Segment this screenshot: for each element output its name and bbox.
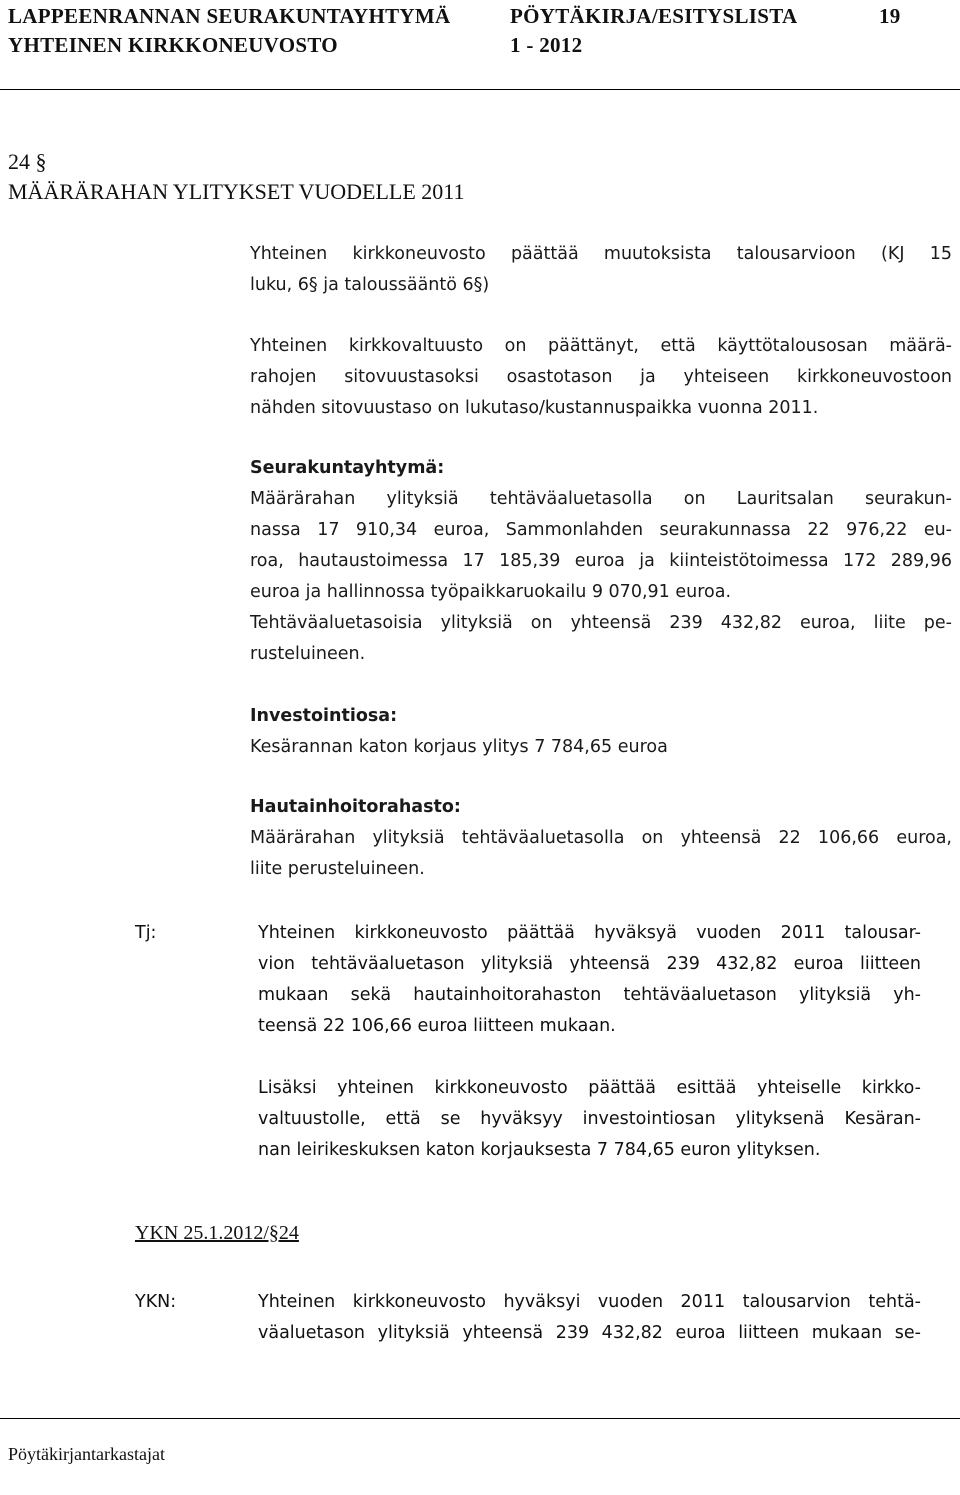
resolution-line: Yhteinen kirkkoneuvosto hyväksyi vuoden 2011 talousarvion tehtä-: [258, 1292, 921, 1312]
page-number: 19: [879, 4, 901, 28]
context-paragraph: [250, 331, 952, 424]
seurakuntayhtyma-heading: Seurakuntayhtymä:: [250, 458, 445, 478]
proposal-line: mukaan sekä hautainhoitorahaston tehtäväaluetason ylityksiä yh-: [258, 985, 921, 1005]
context-line: nähden sitovuustaso on lukutaso/kustannuspaikka vuonna 2011.: [250, 398, 819, 418]
footer-label: Pöytäkirjantarkastajat: [8, 1444, 165, 1464]
header-divider: [0, 89, 960, 90]
seurakuntayhtyma-line: Määrärahan ylityksiä tehtäväaluetasolla on Lauritsalan seurakun-: [250, 489, 952, 509]
seurakuntayhtyma-line: nassa 17 910,34 euroa, Sammonlahden seurakunnassa 22 976,22 eu-: [250, 520, 952, 540]
organization-name: LAPPEENRANNAN SEURAKUNTAYHTYMÄ: [8, 4, 451, 28]
seurakuntayhtyma-line: Tehtäväaluetasoisia ylityksiä on yhteensä 239 432,82 euroa, liite pe-: [250, 613, 952, 633]
section-number: 24 §: [8, 149, 47, 174]
proposal-line: vion tehtäväaluetason ylityksiä yhteensä 239 432,82 euroa liitteen: [258, 954, 921, 974]
hautainhoitorahasto-line: liite perusteluineen.: [250, 859, 425, 879]
meeting-body: YHTEINEN KIRKKONEUVOSTO: [8, 33, 338, 57]
seurakuntayhtyma-line: roa, hautaustoimessa 17 185,39 euroa ja kiinteistötoimessa 172 289,96: [250, 551, 952, 571]
proposal-line: Lisäksi yhteinen kirkkoneuvosto päättää esittää yhteiselle kirkko-: [258, 1078, 921, 1098]
seurakuntayhtyma-line: rusteluineen.: [250, 644, 366, 664]
context-line: Yhteinen kirkkovaltuusto on päättänyt, että käyttötalousosan määrä-: [250, 336, 952, 356]
intro-line: Yhteinen kirkkoneuvosto päättää muutoksista talousarvioon (KJ 15: [250, 244, 952, 264]
intro-line: luku, 6§ ja taloussääntö 6§): [250, 275, 490, 295]
section-title: MÄÄRÄRAHAN YLITYKSET VUODELLE 2011: [8, 179, 465, 204]
meeting-number: 1 - 2012: [510, 33, 583, 57]
investointiosa-line: Kesärannan katon korjaus ylitys 7 784,65 euroa: [250, 737, 668, 757]
meeting-reference: YKN 25.1.2012/§24: [135, 1222, 299, 1244]
resolution-label: YKN:: [135, 1292, 177, 1312]
proposal-line: Yhteinen kirkkoneuvosto päättää hyväksyä vuoden 2011 talousar-: [258, 923, 921, 943]
proposal-line: nan leirikeskuksen katon korjauksesta 7 784,65 euron ylityksen.: [258, 1140, 821, 1160]
document-type: PÖYTÄKIRJA/ESITYSLISTA: [510, 4, 798, 28]
seurakuntayhtyma-line: euroa ja hallinnossa työpaikkaruokailu 9 070,91 euroa.: [250, 582, 732, 602]
proposal-label: Tj:: [135, 923, 157, 943]
footer-divider: [0, 1418, 960, 1419]
resolution-paragraph: [258, 1287, 921, 1349]
context-line: rahojen sitovuustasoksi osastotason ja yhteiseen kirkkoneuvostoon: [250, 367, 952, 387]
proposal-paragraph-2: [258, 1073, 921, 1166]
hautainhoitorahasto-heading: Hautainhoitorahasto:: [250, 797, 461, 817]
investointiosa-block: [250, 701, 952, 763]
hautainhoitorahasto-block: [250, 792, 952, 885]
proposal-line: teensä 22 106,66 euroa liitteen mukaan.: [258, 1016, 616, 1036]
proposal-paragraph-1: [258, 918, 921, 1042]
resolution-line: väaluetason ylityksiä yhteensä 239 432,82 euroa liitteen mukaan se-: [258, 1323, 921, 1343]
proposal-line: valtuustolle, että se hyväksyy investointiosan ylityksenä Kesäran-: [258, 1109, 921, 1129]
hautainhoitorahasto-line: Määrärahan ylityksiä tehtäväaluetasolla on yhteensä 22 106,66 euroa,: [250, 828, 952, 848]
investointiosa-heading: Investointiosa:: [250, 706, 398, 726]
intro-paragraph: [250, 239, 952, 301]
seurakuntayhtyma-block: [250, 453, 952, 670]
